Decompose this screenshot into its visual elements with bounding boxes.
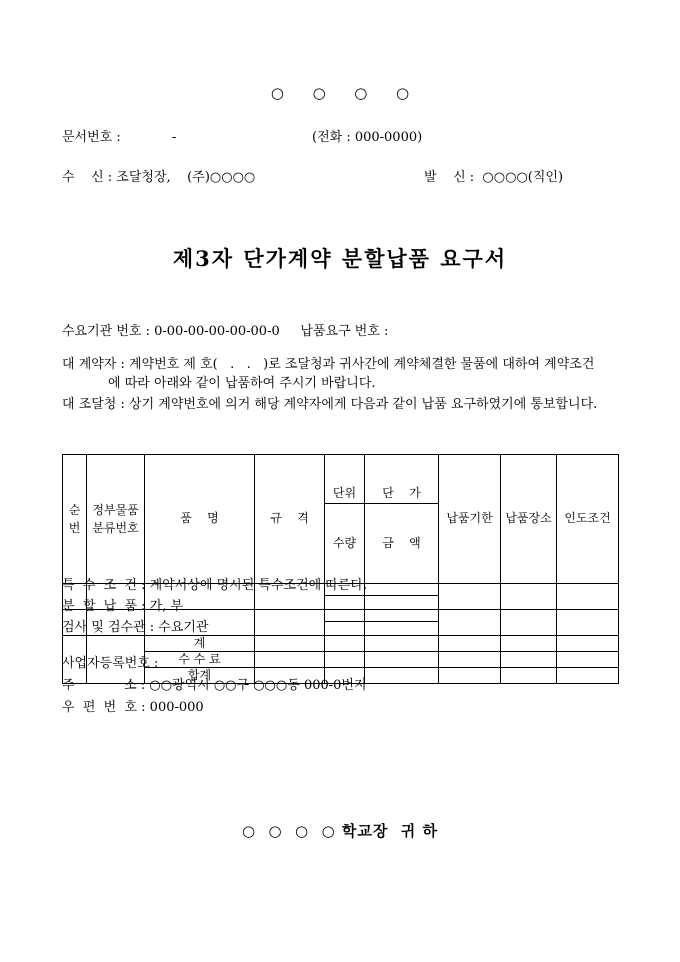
page-title: 제3자 단가계약 분할납품 요구서 — [172, 246, 508, 271]
cell-empty — [439, 651, 501, 667]
cell-empty — [365, 667, 439, 683]
col-deadline-header: 납품기한 — [439, 454, 501, 583]
class-header-top: 정부물품 — [92, 502, 139, 517]
unit-header: 단위 — [325, 485, 364, 504]
phone-number: (전화 : 000-0000) — [312, 130, 423, 145]
to-contractor-line-2: 에 따라 아래와 같이 납품하여 주시기 바랍니다. — [108, 376, 376, 391]
col-class-header — [87, 454, 145, 583]
cell-empty — [255, 635, 325, 651]
business-reg-line: 사업자등록번호 : — [62, 656, 159, 671]
cell-empty — [501, 609, 557, 635]
col-item-header: 품 명 — [145, 454, 255, 583]
cell-empty — [325, 635, 365, 651]
fee-label: 수 수 료 — [145, 651, 255, 667]
cell-unit-qty — [325, 609, 365, 635]
col-place-header: 납품장소 — [501, 454, 557, 583]
cell-empty — [557, 667, 619, 683]
col-terms-header: 인도조건 — [557, 454, 619, 583]
to-ppo-line: 대 조달청 : 상기 계약번호에 의거 해당 계약자에게 다음과 같이 납품 요구하였기에 통보합니다. — [62, 397, 598, 412]
cell-empty — [501, 635, 557, 651]
delivery-request-table — [62, 454, 619, 684]
cell-empty — [557, 583, 619, 609]
unit-price-header: 단 가 — [365, 485, 438, 504]
col-seq-header — [63, 454, 87, 583]
cell-empty — [501, 667, 557, 683]
split-delivery-line: 분 할 납 품 : 가, 부 — [62, 599, 184, 614]
cell-empty — [439, 583, 501, 609]
class-header-bottom: 분류번호 — [92, 520, 139, 535]
cell-empty — [365, 651, 439, 667]
cell-empty — [439, 667, 501, 683]
top-circles: ○ ○ ○ ○ — [270, 84, 410, 102]
special-conditions-line: 특 수 조 건 : 계약서상에 명시된 특수조건에 따른다. — [62, 578, 368, 593]
total-label: 합계 — [145, 667, 255, 683]
doc-number-value: - — [172, 130, 177, 145]
sender-line: 발 신 : ○○○○(직인) — [424, 170, 564, 185]
col-unit-qty-header — [325, 454, 365, 583]
amount-header: 금 액 — [382, 535, 421, 550]
table-subtotal-row — [63, 635, 619, 651]
inspection-line: 검사 및 검수관 : 수요기관 — [62, 620, 209, 635]
seq-header-top: 순 — [68, 502, 81, 517]
col-price-amount-header — [365, 454, 439, 583]
table-header-row — [63, 454, 619, 583]
seq-header-bottom: 번 — [68, 520, 81, 535]
address-line: 주 소 : ○○광역시 ○○구 ○○○동 000-0번지 — [62, 678, 367, 693]
cell-empty — [439, 635, 501, 651]
cell-empty — [439, 609, 501, 635]
col-spec-header: 규 격 — [255, 454, 325, 583]
cell-empty — [325, 651, 365, 667]
addressee-line: ○ ○ ○ ○ 학교장 귀 하 — [241, 822, 439, 840]
recipient-line: 수 신 : 조달청장, (주)○○○○ — [62, 170, 256, 185]
to-contractor-line-1: 대 계약자 : 계약번호 제 호( . . )로 조달청과 귀사간에 계약체결한 물품에 대하여 계약조건 — [62, 357, 595, 372]
postal-code-line: 우 편 번 호 : 000-000 — [62, 700, 204, 715]
qty-header: 수량 — [332, 535, 357, 550]
cell-empty — [557, 635, 619, 651]
cell-empty — [365, 635, 439, 651]
cell-empty — [501, 651, 557, 667]
cell-empty — [501, 583, 557, 609]
subtotal-label: 계 — [145, 635, 255, 651]
cell-empty — [255, 609, 325, 635]
cell-empty — [557, 609, 619, 635]
cell-empty — [255, 651, 325, 667]
org-number-line: 수요기관 번호 : 0-00-00-00-00-00-0 납품요구 번호 : — [62, 324, 389, 339]
cell-empty — [557, 651, 619, 667]
cell-price-amount — [365, 609, 439, 635]
cell-price-amount — [365, 583, 439, 609]
doc-number-label: 문서번호 : — [62, 130, 121, 145]
